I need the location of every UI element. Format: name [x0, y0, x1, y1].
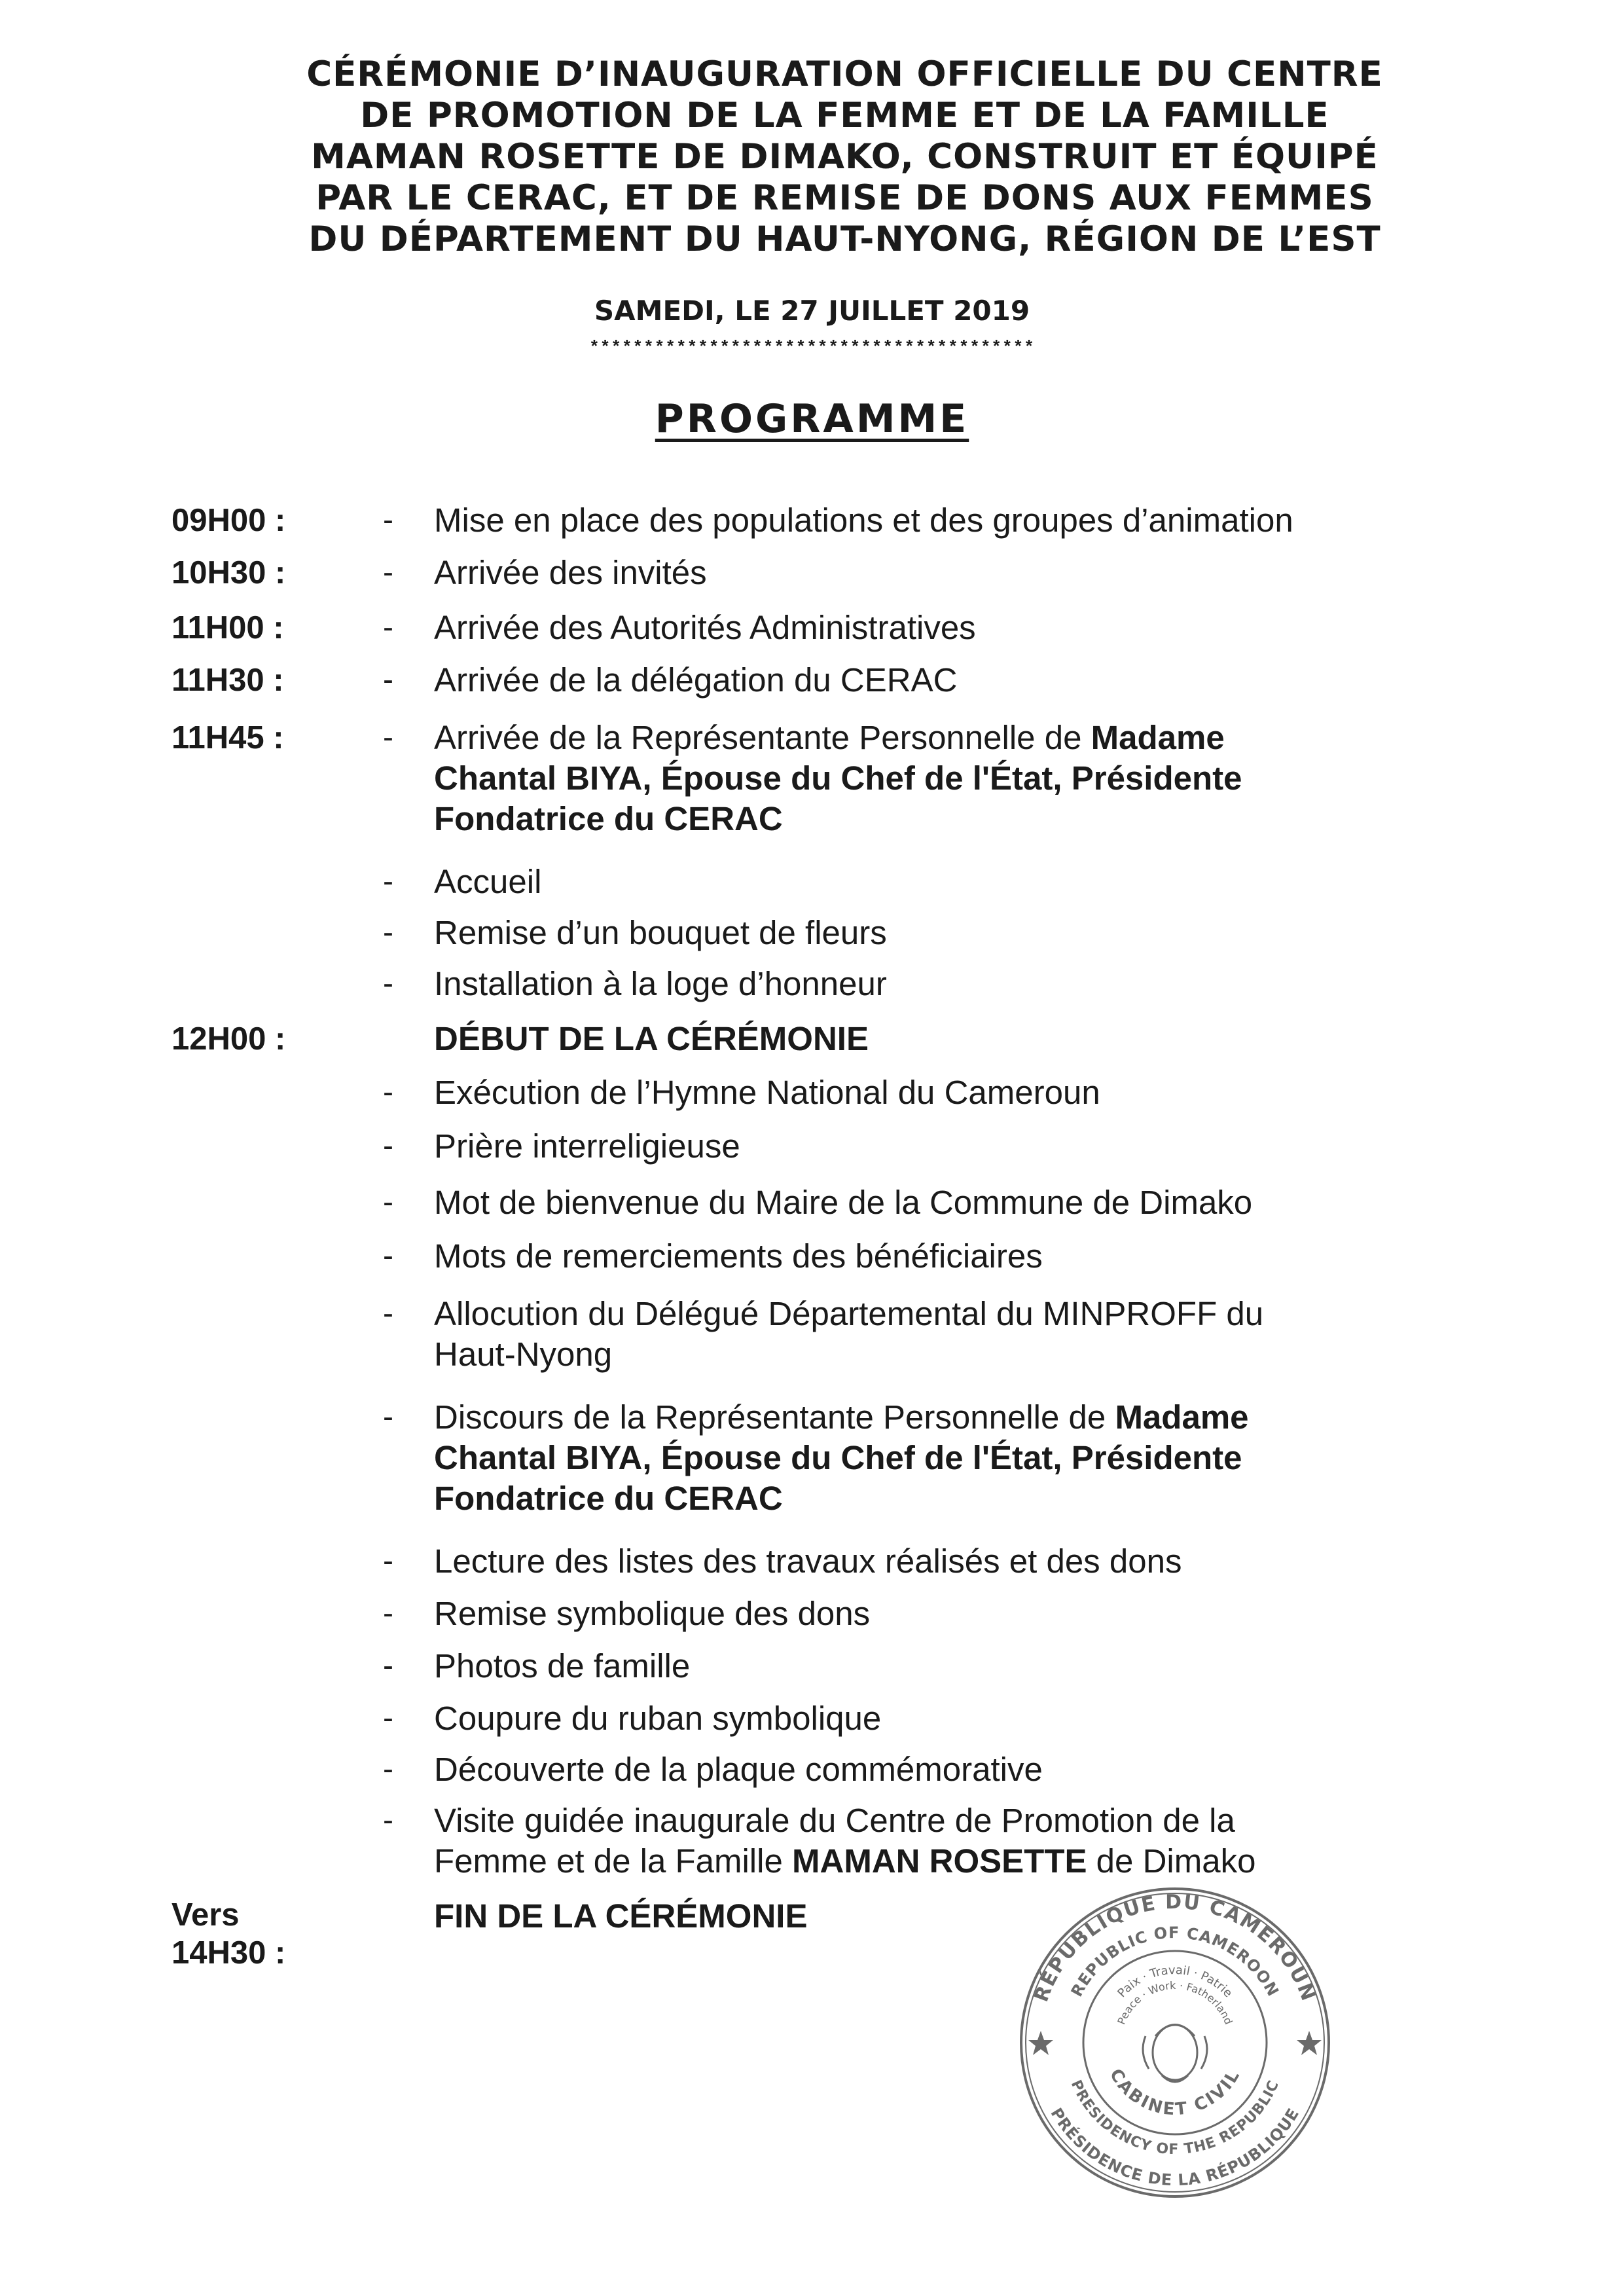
- star-separator: *****************************************: [589, 338, 1035, 357]
- item-bold-text: Madame: [1115, 1398, 1249, 1436]
- bullet-dash: -: [383, 915, 393, 950]
- time-label: 11H45 :: [171, 720, 284, 756]
- bullet-dash: -: [383, 1649, 393, 1683]
- seal-inner-bottom-text: PRESIDENCY OF THE REPUBLIC: [1067, 2077, 1283, 2159]
- svg-text:CABINET CIVIL: [1106, 2066, 1244, 2119]
- program-item: Arrivée de la délégation du CERAC: [434, 661, 958, 699]
- title-line: DU DÉPARTEMENT DU HAUT-NYONG, RÉGION DE L’EST: [308, 219, 1381, 259]
- item-bold-text: Chantal BIYA, Épouse du Chef de l'État, Présidente: [434, 759, 1242, 797]
- time-value: 14H30 :: [171, 1935, 286, 1971]
- time-prefix: Vers: [171, 1897, 240, 1933]
- program-item: Arrivée des invités: [434, 554, 707, 591]
- ceremony-start-heading: DÉBUT DE LA CÉRÉMONIE: [434, 1020, 869, 1057]
- program-item: [434, 1294, 1455, 1375]
- program-item: Mise en place des populations et des groupes d’animation: [434, 501, 1293, 539]
- program-item: Prière interreligieuse: [434, 1127, 740, 1165]
- item-bold-text: MAMAN ROSETTE: [792, 1842, 1087, 1880]
- program-item: Mots de remerciements des bénéficiaires: [434, 1237, 1043, 1275]
- item-text: Discours de la Représentante Personnelle de: [434, 1398, 1115, 1436]
- program-item: [434, 1800, 1455, 1882]
- time-label: 11H30 :: [171, 663, 284, 698]
- bullet-dash: -: [383, 610, 393, 645]
- bullet-dash: -: [383, 1129, 393, 1163]
- item-bold-text: Fondatrice du CERAC: [434, 1480, 783, 1517]
- program-item: Exécution de l’Hymne National du Cameroun: [434, 1074, 1100, 1111]
- program-item: Remise symbolique des dons: [434, 1595, 871, 1632]
- program-item: Mot de bienvenue du Maire de la Commune de Dimako: [434, 1184, 1253, 1221]
- program-item: Coupure du ruban symbolique: [434, 1700, 882, 1737]
- seal-star-icon: [1028, 2031, 1322, 2055]
- program-item: Photos de famille: [434, 1647, 691, 1685]
- bullet-dash: -: [383, 1544, 393, 1578]
- seal-emblem-icon: [1143, 2025, 1207, 2083]
- title-line: MAMAN ROSETTE DE DIMAKO, CONSTRUIT ET ÉQUIPÉ: [311, 137, 1379, 177]
- program-item: Remise d’un bouquet de fleurs: [434, 914, 887, 951]
- document-title: [170, 54, 1519, 260]
- time-label: 12H00 :: [171, 1021, 286, 1057]
- program-item: Installation à la loge d’honneur: [434, 965, 887, 1002]
- bullet-dash: -: [383, 1075, 393, 1110]
- bullet-dash: -: [383, 503, 393, 538]
- program-item: [434, 1397, 1455, 1519]
- time-label: 09H00 :: [171, 503, 286, 538]
- program-heading: PROGRAMME: [655, 396, 969, 442]
- bullet-dash: -: [383, 1239, 393, 1273]
- item-text: Femme et de la Famille: [434, 1842, 793, 1880]
- item-bold-text: Madame: [1091, 719, 1225, 756]
- bullet-dash: -: [383, 1400, 393, 1434]
- seal-center-text: CABINET CIVIL: [1105, 2066, 1245, 2120]
- bullet-dash: -: [383, 864, 393, 899]
- seal-outer-top-text: RÉPUBLIQUE DU CAMEROUN: [1030, 1890, 1320, 2005]
- item-text: Haut-Nyong: [434, 1336, 613, 1373]
- program-item: Découverte de la plaque commémorative: [434, 1751, 1043, 1788]
- item-text: Visite guidée inaugurale du Centre de Promotion de la: [434, 1802, 1235, 1839]
- program-item: Arrivée des Autorités Administratives: [434, 609, 976, 646]
- item-text: de Dimako: [1087, 1842, 1256, 1880]
- title-line: PAR LE CERAC, ET DE REMISE DE DONS AUX FEMMES: [316, 178, 1374, 218]
- seal-motto-fr: Paix · Travail · Patrie: [1115, 1963, 1235, 2001]
- bullet-dash: -: [383, 1185, 393, 1220]
- seal-outer-bottom-text: PRÉSIDENCE DE LA RÉPUBLIQUE: [1047, 2104, 1303, 2190]
- bullet-dash: -: [383, 1296, 393, 1331]
- bullet-dash: -: [383, 1701, 393, 1736]
- official-seal-stamp: [1011, 1879, 1339, 2206]
- bullet-dash: -: [383, 966, 393, 1001]
- program-item: Lecture des listes des travaux réalisés et des dons: [434, 1542, 1182, 1580]
- program-item: [434, 718, 1455, 839]
- event-date: SAMEDI, LE 27 JUILLET 2019: [594, 295, 1030, 327]
- seal-motto-en: Peace · Work · Fatherland: [1115, 1978, 1235, 2027]
- bullet-dash: -: [383, 555, 393, 590]
- item-text: Allocution du Délégué Départemental du MINPROFF du: [434, 1295, 1264, 1332]
- title-line: DE PROMOTION DE LA FEMME ET DE LA FAMILLE: [360, 96, 1329, 136]
- bullet-dash: -: [383, 1596, 393, 1631]
- bullet-dash: -: [383, 720, 393, 755]
- seal-inner-top-text: REPUBLIC OF CAMEROON: [1067, 1923, 1283, 2000]
- time-label: [171, 1896, 381, 1972]
- title-line: CÉRÉMONIE D’INAUGURATION OFFICIELLE DU CENTRE: [306, 54, 1383, 94]
- time-label: 11H00 :: [171, 610, 284, 646]
- item-bold-text: Chantal BIYA, Épouse du Chef de l'État, Présidente: [434, 1439, 1242, 1476]
- time-label: 10H30 :: [171, 555, 286, 591]
- item-bold-text: Fondatrice du CERAC: [434, 800, 783, 837]
- bullet-dash: -: [383, 1752, 393, 1787]
- ceremony-end-heading: FIN DE LA CÉRÉMONIE: [434, 1897, 808, 1935]
- program-item: Accueil: [434, 863, 542, 900]
- bullet-dash: -: [383, 663, 393, 697]
- item-text: Arrivée de la Représentante Personnelle de: [434, 719, 1091, 756]
- bullet-dash: -: [383, 1803, 393, 1838]
